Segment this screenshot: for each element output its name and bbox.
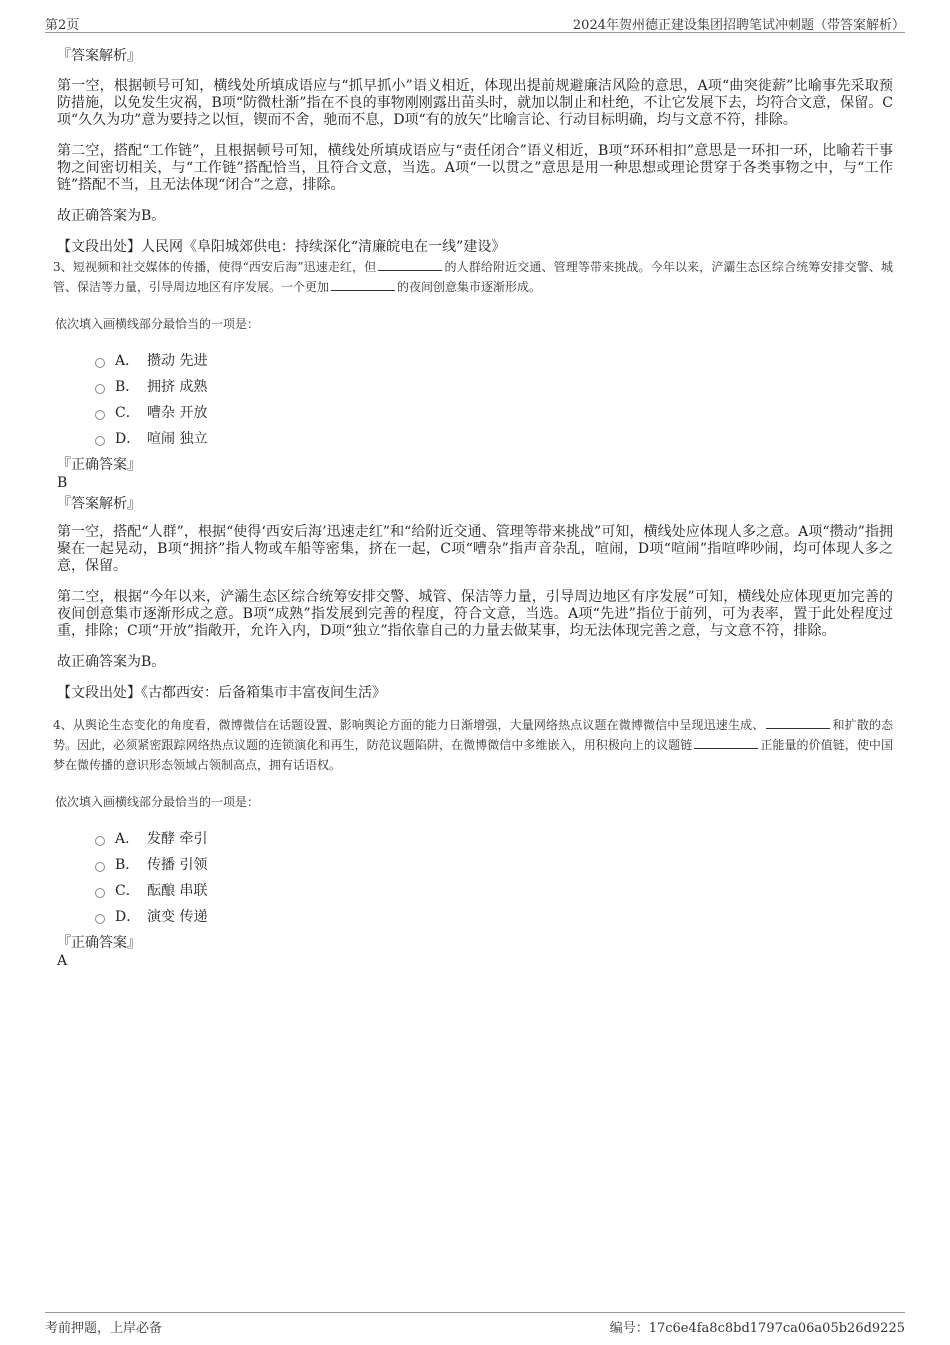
radio-icon[interactable] <box>95 836 105 846</box>
page-header <box>45 12 905 33</box>
question-4-text: 4、从舆论生态变化的角度看，微博微信在话题设置、影响舆论方面的能力日渐增强，大量网络热点议题在微博微信中呈现迅速生成、 和扩散的态势。因此，必须紧密跟踪网络热点议题的连锁演化和再生，防范议题陷阱，在微博微信中多维嵌入，用积极向上的议题链 正能量的价值链，使中国梦在微传播的意识形态领域占领制高点，拥有话语权。 <box>53 718 893 772</box>
fill-blank <box>766 716 830 729</box>
analysis-paragraph: 第二空，根据“今年以来，浐灞生态区综合统筹安排交警、城管、保洁等力量，引导周边地区有序发展”可知，横线处应体现更加完善的夜间创意集市逐渐形成之意。B项“成熟”指发展到完善的程度，符合文意，当选。A项“先进”指位于前列，可为表率，置于此处程度过重，排除；C项“开放”指敞开，允许入内，D项“独立”指依靠自己的力量去做某事，均无法体现完善之意，与文意不符，排除。 <box>57 589 893 639</box>
radio-icon[interactable] <box>95 436 105 446</box>
correct-answer-value: A <box>57 953 68 969</box>
source-citation: 【文段出处】人民网《阜阳城郊供电：持续深化“清廉皖电在一线”建设》 <box>57 239 506 255</box>
option-d[interactable]: D． 喧闹 独立 <box>95 426 893 452</box>
option-a[interactable]: A． 攒动 先进 <box>95 348 893 374</box>
correct-answer-value: B <box>57 475 68 491</box>
analysis-paragraph: 第一空，根据顿号可知，横线处所填成语应与“抓早抓小”语义相近，体现出提前规避廉洁风险的意思，A项“曲突徙薪”比喻事先采取预防措施，以免发生灾祸，B项“防微杜渐”指在不良的事物刚刚露出苗头时，就加以制止和杜绝，不让它发展下去，均符合文意，保留。C项“久久为功”意为要持之以恒，锲而不舍，驰而不息，D项“有的放矢”比喻言论、行动目标明确，均与文意不符，排除。 <box>57 78 893 128</box>
option-c[interactable]: C． 嘈杂 开放 <box>95 400 893 426</box>
radio-icon[interactable] <box>95 914 105 924</box>
option-b[interactable]: B． 拥挤 成熟 <box>95 374 893 400</box>
fill-blank <box>378 258 442 271</box>
footer-slogan: 考前押题，上岸必备 <box>45 1321 163 1336</box>
question-instruction: 依次填入画横线部分最恰当的一项是： <box>55 317 260 331</box>
question-3-options <box>95 348 893 452</box>
option-c[interactable]: C． 酝酿 串联 <box>95 878 893 904</box>
source-citation: 【文段出处】《古都西安：后备箱集市丰富夜间生活》 <box>57 685 386 701</box>
answer-analysis-label: 『答案解析』 <box>57 496 141 512</box>
option-d[interactable]: D． 演变 传递 <box>95 904 893 930</box>
option-a[interactable]: A． 发酵 牵引 <box>95 826 893 852</box>
radio-icon[interactable] <box>95 888 105 898</box>
document-code: 编号：17c6e4fa8c8bd1797ca06a05b26d9225 <box>609 1321 905 1336</box>
radio-icon[interactable] <box>95 358 105 368</box>
radio-icon[interactable] <box>95 384 105 394</box>
fill-blank <box>694 736 758 749</box>
analysis-paragraph: 第一空，搭配“人群”，根据“使得‘西安后海’迅速走红”和“给附近交通、管理等带来挑战”可知，横线处应体现人多之意。A项“攒动”指拥聚在一起晃动，B项“拥挤”指人物或车船等密集，挤在一起，C项“嘈杂”指声音杂乱，喧闹，D项“喧闹”指喧哗吵闹，均可体现人多之意，保留。 <box>57 524 893 574</box>
radio-icon[interactable] <box>95 410 105 420</box>
question-3-text: 3、短视频和社交媒体的传播，使得“西安后海”迅速走红，但 的人群给附近交通、管理等带来挑战。今年以来，浐灞生态区综合统筹安排交警、城管、保洁等力量，引导周边地区有序发展。一个更加 的夜间创意集市逐渐形成。 <box>53 260 893 294</box>
analysis-paragraph: 第二空，搭配“工作链”，且根据顿号可知，横线处所填成语应与“责任闭合”语义相近，B项“环环相扣”意思是一环扣一环，比喻若干事物之间密切相关，与“工作链”搭配恰当，且符合文意，当选。A项“一以贯之”意思是用一种思想或理论贯穿于各类事物之中，与“工作链”搭配不当，且无法体现“闭合”之意，排除。 <box>57 143 893 193</box>
analysis-conclusion: 故正确答案为B。 <box>57 654 166 670</box>
question-4-options <box>95 826 893 930</box>
page-content <box>53 46 893 972</box>
page-footer <box>45 1312 905 1335</box>
correct-answer-label: 『正确答案』 <box>57 457 141 473</box>
answer-analysis-label: 『答案解析』 <box>57 48 141 64</box>
page-number: 第2页 <box>45 18 80 33</box>
radio-icon[interactable] <box>95 862 105 872</box>
question-instruction: 依次填入画横线部分最恰当的一项是： <box>55 795 260 809</box>
analysis-conclusion: 故正确答案为B。 <box>57 208 166 224</box>
fill-blank <box>331 278 395 291</box>
document-title: 2024年贺州德正建设集团招聘笔试冲刺题（带答案解析） <box>572 18 905 33</box>
option-b[interactable]: B． 传播 引领 <box>95 852 893 878</box>
correct-answer-label: 『正确答案』 <box>57 935 141 951</box>
